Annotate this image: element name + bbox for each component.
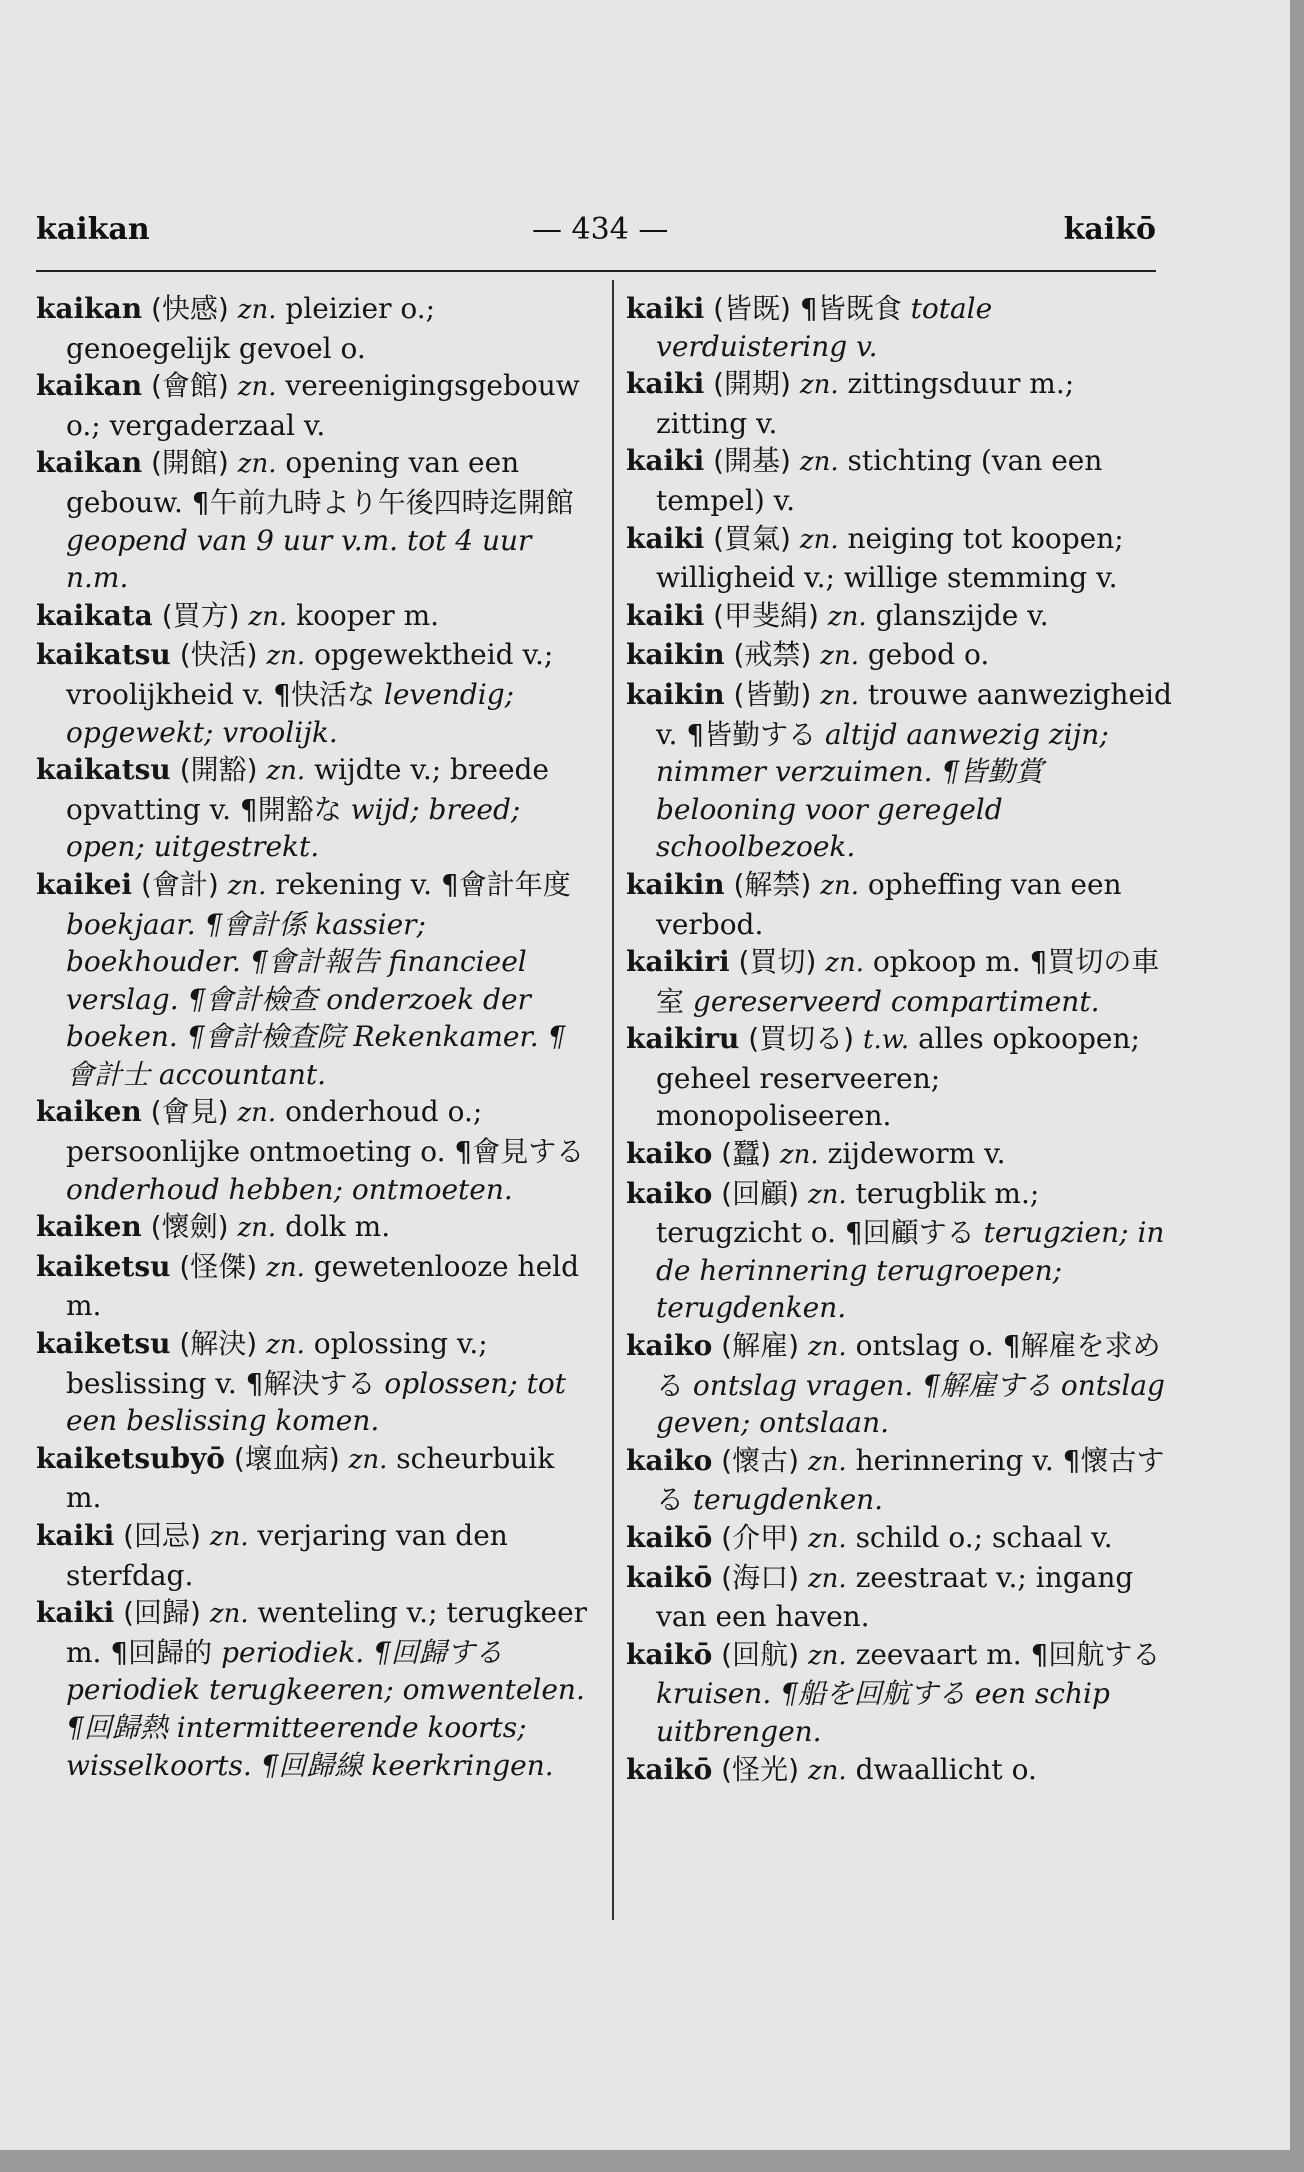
entry-grammar: zn. xyxy=(807,1563,847,1594)
entry-grammar: zn. xyxy=(807,1755,847,1786)
entry-kanji: (怪光) xyxy=(721,1752,800,1786)
entry-example-japanese: ¶解決する xyxy=(245,1366,376,1400)
entry-grammar: zn. xyxy=(227,870,267,901)
entry-example-japanese: ¶午前九時より午後四時迄開館 xyxy=(191,485,574,519)
dictionary-entry xyxy=(36,444,588,596)
entry-headword: kaiko xyxy=(626,1443,713,1477)
dictionary-entry xyxy=(626,943,1174,1020)
entry-kanji: (開期) xyxy=(713,367,791,401)
entry-definition: scheurbuik m. xyxy=(66,1441,555,1515)
entry-headword: kaiko xyxy=(626,1137,713,1171)
entry-kanji: (開館) xyxy=(151,446,229,480)
entry-kanji: (解禁) xyxy=(733,867,812,901)
entry-definition: vereenigingsgebouw o.; vergaderzaal v. xyxy=(66,369,580,442)
entry-example-translation: levendig; opgewekt; vroolijk. xyxy=(66,677,515,749)
entry-example-japanese: ¶回航する xyxy=(1030,1637,1161,1671)
entry-kanji: (蠶) xyxy=(721,1137,772,1171)
entry-grammar: zn. xyxy=(820,870,859,901)
entry-kanji: (買氣) xyxy=(713,521,791,555)
entry-grammar: zn. xyxy=(799,370,839,401)
entry-example-translation: ontslag vragen. ¶解雇する ontslag geven; ontslaan. xyxy=(656,1368,1165,1440)
left-guide-word: kaikan xyxy=(36,212,150,247)
entry-example-translation: kruisen. ¶船を回航する een schip uitbrengen. xyxy=(656,1677,1110,1748)
entry-example-japanese: ¶買切の車室 xyxy=(656,945,1160,1018)
entry-example-translation: oplossen; tot een beslissing komen. xyxy=(66,1366,567,1438)
entry-headword: kaikan xyxy=(36,292,143,325)
entry-kanji: (壞血病) xyxy=(233,1441,340,1475)
entry-definition: zeevaart m. xyxy=(855,1637,1022,1671)
right-column xyxy=(626,290,1174,1790)
entry-kanji: (買切) xyxy=(738,945,817,979)
entry-grammar: zn. xyxy=(807,1446,847,1477)
entry-example-japanese: ¶懷古する xyxy=(656,1443,1165,1517)
entry-headword: kaikō xyxy=(626,1637,713,1671)
entry-headword: kaikō xyxy=(626,1752,713,1786)
dictionary-entry xyxy=(36,866,588,1094)
dictionary-entry xyxy=(626,1636,1174,1751)
dictionary-entry xyxy=(626,442,1174,519)
entry-definition: zijdeworm v. xyxy=(827,1137,1006,1171)
entry-headword: kaiko xyxy=(626,1329,713,1363)
entry-grammar: zn. xyxy=(348,1444,388,1475)
entry-definition: wijdte v.; breede opvatting v. xyxy=(66,753,550,826)
dictionary-entry xyxy=(626,1175,1174,1327)
entry-headword: kaikin xyxy=(626,638,725,672)
entry-example-translation: totale verduistering v. xyxy=(656,292,993,363)
entry-headword: kaikin xyxy=(626,677,725,711)
dictionary-entry xyxy=(36,367,588,444)
entry-kanji: (懷古) xyxy=(721,1443,800,1477)
entry-definition: wenteling v.; terugkeer m. xyxy=(66,1596,588,1669)
entry-example-translation: wijd; breed; open; uitgestrekt. xyxy=(66,792,521,864)
entry-example-translation: terugzien; in de herinnering terugroepen; terugdenken. xyxy=(656,1216,1165,1325)
entry-definition: oplossing v.; beslissing v. xyxy=(66,1327,488,1400)
entry-grammar: zn. xyxy=(237,1213,277,1244)
dictionary-entry xyxy=(626,365,1174,442)
dictionary-entry xyxy=(626,676,1174,866)
entry-example-japanese: ¶會見する xyxy=(454,1135,585,1169)
dictionary-entry xyxy=(626,1519,1174,1559)
entry-grammar: zn. xyxy=(237,372,277,403)
entry-kanji: (買切る) xyxy=(748,1022,855,1056)
entry-definition: stichting (van een tempel) v. xyxy=(656,444,1103,517)
entry-definition: terugblik m.; terugzicht o. xyxy=(656,1176,1040,1250)
entry-grammar: zn. xyxy=(799,524,839,555)
entry-grammar: zn. xyxy=(827,601,867,632)
entry-headword: kaiken xyxy=(36,1210,142,1244)
entry-example-japanese: ¶快活な xyxy=(273,677,375,711)
dictionary-entry xyxy=(626,1751,1174,1791)
entry-kanji: (買方) xyxy=(161,598,240,632)
entry-headword: kaikiri xyxy=(626,945,730,979)
dictionary-entry xyxy=(36,1517,588,1594)
entry-headword: kaiketsubyō xyxy=(36,1441,225,1475)
dictionary-entry xyxy=(36,1093,588,1208)
entry-example-japanese: ¶回歸的 xyxy=(110,1635,213,1669)
entry-grammar: zn. xyxy=(820,680,859,711)
entry-headword: kaikatsu xyxy=(36,638,171,672)
entry-definition: onderhoud o.; persoonlijke ontmoeting o. xyxy=(66,1095,483,1169)
entry-definition: kooper m. xyxy=(296,598,440,632)
dictionary-entry xyxy=(626,1559,1174,1636)
entry-kanji: (皆既) xyxy=(713,292,791,325)
entry-definition: opkoop m. xyxy=(872,945,1021,979)
column-divider xyxy=(612,280,614,1920)
entry-grammar: zn. xyxy=(266,1252,305,1283)
entry-example-translation: altijd aanwezig zijn; nimmer verzuimen. ¶皆勤賞 belooning voor geregeld schoolbezoek. xyxy=(656,717,1109,864)
entry-definition: opgewektheid v.; vroolijkheid v. xyxy=(66,638,554,711)
entry-grammar: zn. xyxy=(237,295,277,325)
right-guide-word: kaikō xyxy=(1063,212,1156,247)
entry-kanji: (皆勤) xyxy=(733,677,812,711)
entry-kanji: (怪傑) xyxy=(179,1249,258,1283)
entry-definition: gebod o. xyxy=(867,638,990,672)
entry-headword: kaiki xyxy=(36,1596,115,1630)
dictionary-entry xyxy=(36,1594,588,1784)
entry-definition: herinnering v. xyxy=(855,1443,1054,1477)
dictionary-entry xyxy=(36,1325,588,1440)
left-column xyxy=(36,290,588,1784)
entry-example-japanese: ¶會計年度 xyxy=(440,867,571,901)
entry-grammar: zn. xyxy=(237,449,277,480)
entry-kanji: (會館) xyxy=(151,369,229,403)
dictionary-entry xyxy=(626,636,1174,676)
entry-grammar: zn. xyxy=(820,641,859,672)
dictionary-entry xyxy=(626,866,1174,943)
entry-grammar: zn. xyxy=(807,1332,847,1363)
entry-headword: kaikin xyxy=(626,867,725,901)
dictionary-entry xyxy=(36,597,588,637)
entry-definition: opening van een gebouw. xyxy=(66,446,520,519)
entry-definition: verjaring van den sterfdag. xyxy=(66,1519,508,1592)
entry-kanji: (海口) xyxy=(721,1560,800,1594)
entry-definition: zittingsduur m.; zitting v. xyxy=(656,367,1075,440)
entry-grammar: zn. xyxy=(779,1140,819,1171)
entry-example-japanese: ¶解雇を求める xyxy=(656,1329,1161,1402)
dictionary-entry xyxy=(626,290,1174,365)
entry-grammar: zn. xyxy=(266,641,306,672)
entry-example-translation: periodiek. ¶回歸する periodiek terugkeeren; omwentelen. ¶回歸熱 intermitteerende koorts; wisselkoorts. ¶回歸線 keerkringen. xyxy=(66,1635,585,1782)
entry-headword: kaikō xyxy=(626,1560,713,1594)
entry-kanji: (戒禁) xyxy=(733,638,812,672)
entry-grammar: zn. xyxy=(807,1640,847,1671)
entry-kanji: (回忌) xyxy=(123,1519,201,1552)
entry-kanji: (會見) xyxy=(150,1095,229,1129)
entry-headword: kaikan xyxy=(36,446,143,480)
entry-definition: opheffing van een verbod. xyxy=(656,867,1122,941)
entry-kanji: (開基) xyxy=(713,444,791,478)
entry-definition: glanszijde v. xyxy=(875,598,1049,632)
entry-definition: dwaallicht o. xyxy=(855,1752,1037,1786)
entry-example-translation: onderhoud hebben; ontmoeten. xyxy=(66,1172,513,1206)
entry-headword: kaikata xyxy=(36,598,153,632)
dictionary-entry xyxy=(36,290,588,367)
entry-headword: kaiko xyxy=(626,1176,713,1210)
entry-headword: kaikō xyxy=(626,1521,713,1554)
entry-grammar: zn. xyxy=(266,756,306,787)
entry-example-translation: gereserveerd compartiment. xyxy=(692,984,1100,1018)
entry-grammar: t.w. xyxy=(863,1025,910,1056)
entry-headword: kaiken xyxy=(36,1095,142,1129)
entry-kanji: (懷劍) xyxy=(150,1210,229,1244)
entry-kanji: (回顧) xyxy=(721,1176,800,1210)
entry-headword: kaiki xyxy=(626,292,705,325)
entry-definition: dolk m. xyxy=(285,1210,391,1244)
entry-headword: kaiki xyxy=(36,1519,115,1552)
entry-example-japanese: ¶回顧する xyxy=(844,1216,975,1250)
entry-grammar: zn. xyxy=(825,948,864,979)
entry-kanji: (開豁) xyxy=(179,753,258,787)
entry-definition: ontslag o. xyxy=(855,1329,994,1363)
page-number: — 434 — xyxy=(532,212,669,247)
dictionary-entry xyxy=(626,1442,1174,1519)
entry-grammar: zn. xyxy=(209,1522,249,1552)
entry-grammar: zn. xyxy=(807,1179,847,1210)
entry-headword: kaikatsu xyxy=(36,753,171,787)
dictionary-entry xyxy=(626,597,1174,637)
entry-definition: neiging tot koopen; willigheid v.; willige stemming v. xyxy=(656,521,1124,595)
entry-kanji: (快活) xyxy=(179,638,258,672)
entry-definition: rekening v. xyxy=(275,867,433,901)
dictionary-entry xyxy=(626,1135,1174,1175)
entry-example-japanese: ¶開豁な xyxy=(239,792,342,826)
entry-example-translation: terugdenken. xyxy=(692,1483,884,1517)
entry-grammar: zn. xyxy=(248,601,288,632)
entry-kanji: (回航) xyxy=(721,1637,800,1671)
entry-grammar: zn. xyxy=(807,1524,847,1554)
entry-definition: zeestraat v.; ingang van een haven. xyxy=(656,1560,1134,1634)
dictionary-entry xyxy=(626,1020,1174,1135)
dictionary-entry xyxy=(36,1440,588,1517)
entry-headword: kaiketsu xyxy=(36,1249,171,1283)
entry-headword: kaikiru xyxy=(626,1022,740,1056)
entry-kanji: (會計) xyxy=(140,867,219,901)
entry-grammar: zn. xyxy=(799,447,839,478)
entry-headword: kaiki xyxy=(626,444,705,478)
entry-headword: kaiki xyxy=(626,521,705,555)
entry-kanji: (介甲) xyxy=(721,1521,800,1554)
entry-example-japanese: ¶皆既食 xyxy=(799,292,902,325)
entry-headword: kaiketsu xyxy=(36,1327,171,1361)
dictionary-entry xyxy=(36,1208,588,1248)
dictionary-entry xyxy=(36,1248,588,1325)
entry-definition: schild o.; schaal v. xyxy=(855,1521,1113,1554)
entry-kanji: (解雇) xyxy=(721,1329,800,1363)
entry-definition: trouwe aanwezigheid v. xyxy=(656,677,1172,751)
entry-headword: kaiki xyxy=(626,598,705,632)
dictionary-entry xyxy=(36,751,588,866)
entry-example-translation: geopend van 9 uur v.m. tot 4 uur n.m. xyxy=(66,523,532,595)
entry-grammar: zn. xyxy=(209,1599,249,1630)
entry-kanji: (回歸) xyxy=(123,1596,201,1630)
entry-definition: pleizier o.; genoegelijk gevoel o. xyxy=(66,292,436,365)
page-header xyxy=(36,212,1156,256)
entry-definition: alles opkoopen; geheel reserveeren; monopoliseeren. xyxy=(656,1022,1140,1133)
header-rule xyxy=(36,270,1156,272)
entry-example-japanese: ¶皆勤する xyxy=(686,717,817,751)
entry-headword: kaiki xyxy=(626,367,705,401)
entry-kanji: (甲斐絹) xyxy=(713,598,819,632)
dictionary-entry xyxy=(626,1327,1174,1442)
entry-kanji: (解決) xyxy=(179,1327,258,1361)
dictionary-entry xyxy=(36,636,588,751)
entry-kanji: (快感) xyxy=(151,292,229,325)
entry-grammar: zn. xyxy=(237,1098,277,1129)
dictionary-entry xyxy=(626,520,1174,597)
entry-example-translation: boekjaar. ¶會計係 kassier; boekhouder. ¶會計報告 financieel verslag. ¶會計檢查 onderzoek der boeken. ¶會計檢査院 Rekenkamer. ¶會計士 accountant. xyxy=(66,907,566,1091)
entry-headword: kaikan xyxy=(36,369,143,403)
entry-definition: gewetenlooze held m. xyxy=(66,1249,580,1323)
entry-headword: kaikei xyxy=(36,867,133,901)
entry-grammar: zn. xyxy=(266,1330,305,1361)
